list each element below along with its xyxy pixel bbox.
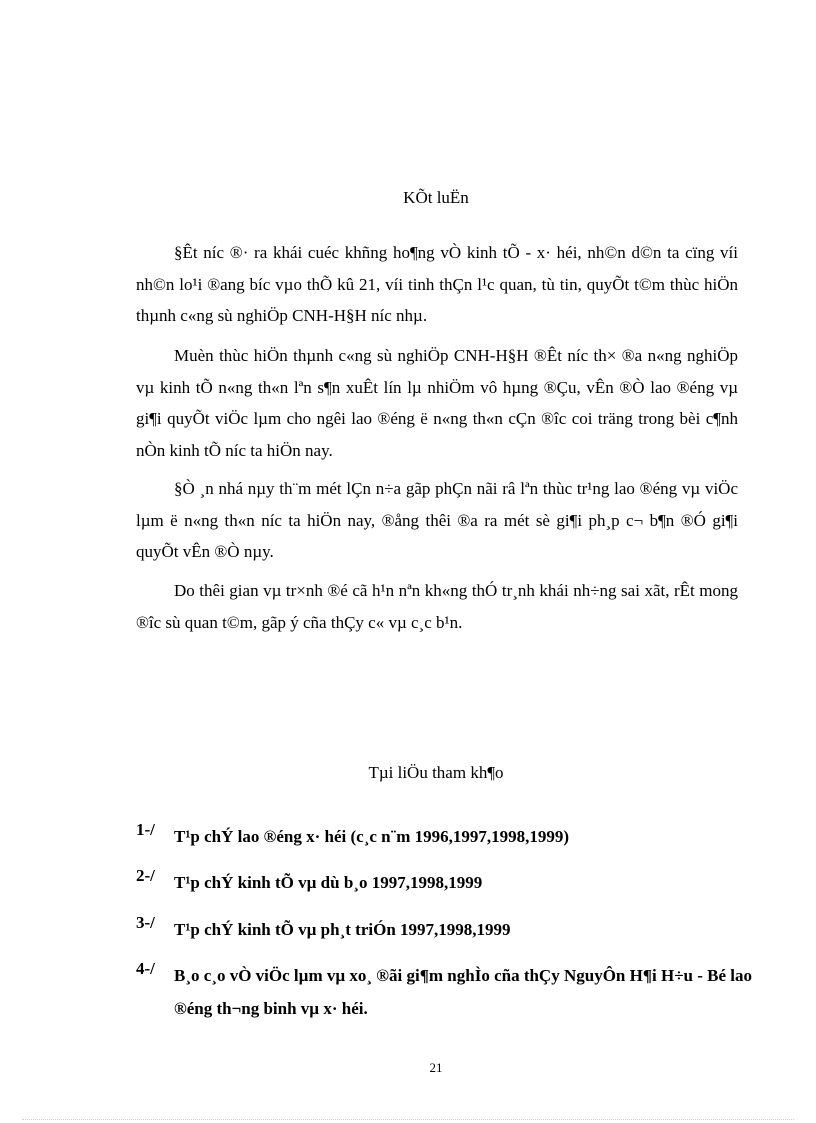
reference-number: 2-/ — [136, 866, 155, 885]
reference-text: T¹p chÝ kinh tÕ vµ dù b¸o 1997,1998,1999 — [174, 873, 483, 892]
reference-text: T¹p chÝ kinh tÕ vµ ph¸t triÓn 1997,1998,1999 — [174, 920, 511, 939]
paragraph-text: §Ò ¸n nhá nµy th¨m mét lÇn n÷a gãp phÇn nãi râ lªn thùc tr¹ng lao ®éng vµ viÖc lµm ë n«ng th«n níc ta hiÖn nay, ®ång thêi ®a ra mét sè gi¶i ph¸p c¬ b¶n ®Ó gi¶i quyÕt vÊn ®Ò nµy. — [136, 479, 738, 561]
paragraph-text: Do thêi gian vµ tr×nh ®é cã h¹n nªn kh«ng thÓ tr¸nh khái nh÷ng sai xãt, rÊt mong ®îc sù quan t©m, gãp ý cña thÇy c« vµ c¸c b¹n. — [136, 581, 738, 632]
page-number: 21 — [429, 1060, 443, 1075]
reference-text: B¸o c¸o vÒ viÖc lµm vµ xo¸ ®ãi gi¶m nghÌo cña thÇy NguyÔn H¶i H÷u - Bé lao ®éng th¬ng binh vµ x· héi. — [174, 966, 753, 1018]
conclusion-paragraph-2 — [136, 340, 738, 466]
page-bottom-divider — [22, 1119, 794, 1120]
conclusion-heading: KÕt luËn — [403, 188, 469, 207]
reference-text: T¹p chÝ lao ®éng x· héi (c¸c n¨m 1996,1997,1998,1999) — [174, 827, 570, 846]
references-heading: Tµi liÖu tham kh¶o — [368, 763, 504, 782]
paragraph-text: Muèn thùc hiÖn thµnh c«ng sù nghiÖp CNH-H§H ®Êt níc th× ®a n«ng nghiÖp vµ kinh tÕ n«ng th«n lªn s¶n xuÊt lín lµ nhiÖm vô hµng ®Çu, vÊn ®Ò lao ®éng vµ gi¶i quyÕt viÖc lµm cho ngêi lao ®éng ë n«ng th«n cÇn ®îc coi träng trong bèi c¶nh nÒn kinh tÕ níc ta hiÖn nay. — [136, 346, 738, 460]
reference-number: 3-/ — [136, 913, 155, 932]
conclusion-paragraph-1 — [136, 237, 738, 332]
paragraph-text: §Êt níc ®· ra khái cuéc khñng ho¶ng vÒ kinh tÕ - x· héi, nh©n d©n ta cïng víi nh©n lo¹i ®ang bíc vµo thÕ kû 21, víi tinh thÇn l¹c quan, tù tin, quyÕt t©m thùc hiÖn thµnh c«ng sù nghiÖp CNH-H§H níc nhµ. — [136, 243, 738, 325]
conclusion-paragraph-3 — [136, 473, 738, 568]
reference-number: 1-/ — [136, 820, 155, 839]
reference-number: 4-/ — [136, 959, 155, 978]
conclusion-paragraph-4 — [136, 575, 738, 638]
